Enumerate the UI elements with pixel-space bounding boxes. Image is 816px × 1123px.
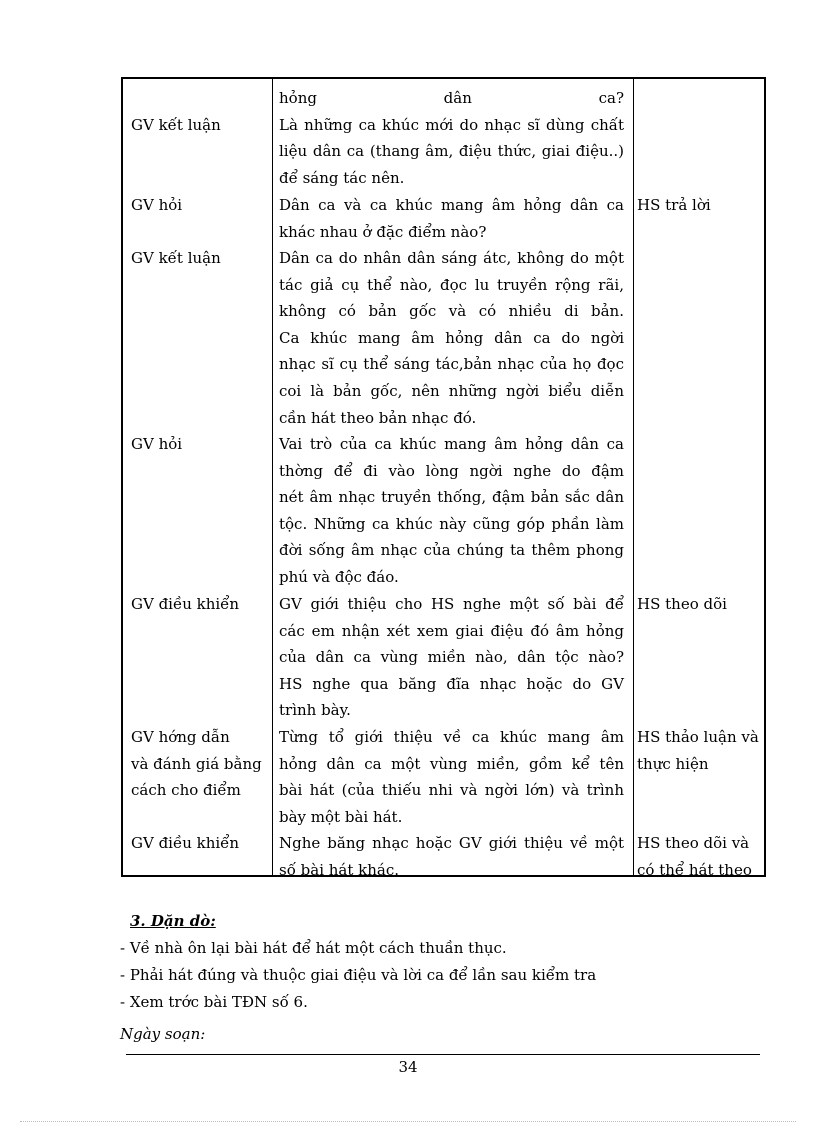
teacher-action-cell xyxy=(131,830,269,857)
cell-text-line: GV hỏi xyxy=(131,435,183,453)
cell-text-line: GV kết luận xyxy=(131,116,221,134)
lesson-table xyxy=(121,77,766,877)
cell-text-line: tộc. Những ca khúc này cũng góp phần làm xyxy=(279,514,624,533)
column-divider xyxy=(633,79,634,875)
cell-text-line: Vai trò của ca khúc mang âm hỏng dân ca xyxy=(279,435,624,453)
content-cell xyxy=(279,85,624,191)
date-label: Ngày soạn: xyxy=(120,1025,206,1043)
footer-divider xyxy=(126,1054,760,1055)
cell-text-line: không có bản gốc và có nhiều di bản. xyxy=(279,302,624,321)
page-edge-dots xyxy=(20,1121,796,1122)
homework-item: - Xem trớc bài TĐN số 6. xyxy=(120,993,308,1011)
content-cell xyxy=(279,431,624,591)
content-cell xyxy=(279,830,624,883)
cell-text-line: GV hớng dẫn xyxy=(131,728,230,746)
cell-text-line: bày một bài hát. xyxy=(279,807,403,826)
cell-text-line: HS thảo luận và xyxy=(637,728,759,746)
cell-text-line: coi là bản gốc, nên những ngời biểu diễn xyxy=(279,381,624,400)
cell-text-line: Là những ca khúc mới do nhạc sĩ dùng chất xyxy=(279,115,624,134)
cell-text-line: thực hiện xyxy=(637,754,709,773)
cell-text-line: GV hỏi xyxy=(131,196,183,214)
cell-text-line: trình bày. xyxy=(279,701,351,720)
teacher-action-cell xyxy=(131,245,269,272)
teacher-action-cell xyxy=(131,591,269,618)
cell-text-line: HS nghe qua băng đĩa nhạc hoặc do GV xyxy=(279,674,624,693)
student-action-cell xyxy=(637,830,763,883)
content-cell xyxy=(279,724,624,830)
page-number: 34 xyxy=(398,1058,418,1076)
cell-text-line: các em nhận xét xem giai điệu đó âm hỏng xyxy=(279,621,624,640)
section-title: 3. Dặn dò: xyxy=(130,912,216,930)
homework-item: - Phải hát đúng và thuộc giai điệu và lời ca để lần sau kiểm tra xyxy=(120,966,597,984)
cell-text-line: hỏng dân ca một vùng miền, gồm kể tên xyxy=(279,754,624,773)
cell-text-line: số bài hát khác. xyxy=(279,860,400,879)
cell-text-line: khác nhau ở đặc điểm nào? xyxy=(279,222,487,241)
cell-text-line: nét âm nhạc truyền thống, đậm bản sắc dân xyxy=(279,488,624,507)
cell-text-line: tác giả cụ thể nào, đọc lu truyền rộng rãi, xyxy=(279,275,624,294)
cell-text-line: Dân ca và ca khúc mang âm hỏng dân ca xyxy=(279,196,624,214)
cell-text-line: Dân ca do nhân dân sáng átc, không do một xyxy=(279,249,624,267)
student-action-cell xyxy=(637,192,763,219)
homework-item: - Về nhà ôn lại bài hát để hát một cách thuần thục. xyxy=(120,939,507,957)
cell-text-line: HS trả lời xyxy=(637,196,711,214)
cell-text-line: Nghe băng nhạc hoặc GV giới thiệu về một xyxy=(279,834,624,852)
cell-text-line: Từng tổ giới thiệu về ca khúc mang âm xyxy=(279,728,624,746)
teacher-action-cell xyxy=(131,724,269,804)
column-divider xyxy=(272,79,273,875)
content-cell xyxy=(279,245,624,431)
cell-text-line: GV kết luận xyxy=(131,249,221,267)
cell-text-line: GV giới thiệu cho HS nghe một số bài để xyxy=(279,595,624,613)
cell-text-line: bài hát (của thiếu nhi và ngời lớn) và trình xyxy=(279,781,624,800)
cell-text-line: GV điều khiển xyxy=(131,834,240,852)
cell-text-line: GV điều khiển xyxy=(131,595,240,613)
student-action-cell xyxy=(637,724,763,777)
cell-text-line: cần hát theo bản nhạc đó. xyxy=(279,408,477,427)
cell-text-line: hỏng dân ca? xyxy=(279,89,624,107)
cell-text-line: cách cho điểm xyxy=(131,781,241,800)
teacher-action-cell xyxy=(131,192,269,219)
teacher-action-cell xyxy=(131,112,269,139)
cell-text-line: HS theo dõi và xyxy=(637,834,750,852)
cell-text-line: của dân ca vùng miền nào, dân tộc nào? xyxy=(279,648,624,667)
content-cell xyxy=(279,591,624,724)
cell-text-line: đời sống âm nhạc của chúng ta thêm phong xyxy=(279,541,624,560)
cell-text-line: Ca khúc mang âm hỏng dân ca do ngời xyxy=(279,328,624,347)
cell-text-line: có thể hát theo xyxy=(637,860,752,879)
student-action-cell xyxy=(637,591,763,618)
cell-text-line: phú và độc đáo. xyxy=(279,567,399,586)
cell-text-line: nhạc sĩ cụ thể sáng tác,bản nhạc của họ đọc xyxy=(279,355,624,374)
cell-text-line: thờng để đi vào lòng ngời nghe do đậm xyxy=(279,461,624,480)
cell-text-line: để sáng tác nên. xyxy=(279,168,405,187)
cell-text-line: liệu dân ca (thang âm, điệu thức, giai điệu..) xyxy=(279,142,624,161)
cell-text-line: HS theo dõi xyxy=(637,595,727,613)
cell-text-line: và đánh giá bằng xyxy=(131,754,262,773)
teacher-action-cell xyxy=(131,431,269,458)
content-cell xyxy=(279,192,624,245)
